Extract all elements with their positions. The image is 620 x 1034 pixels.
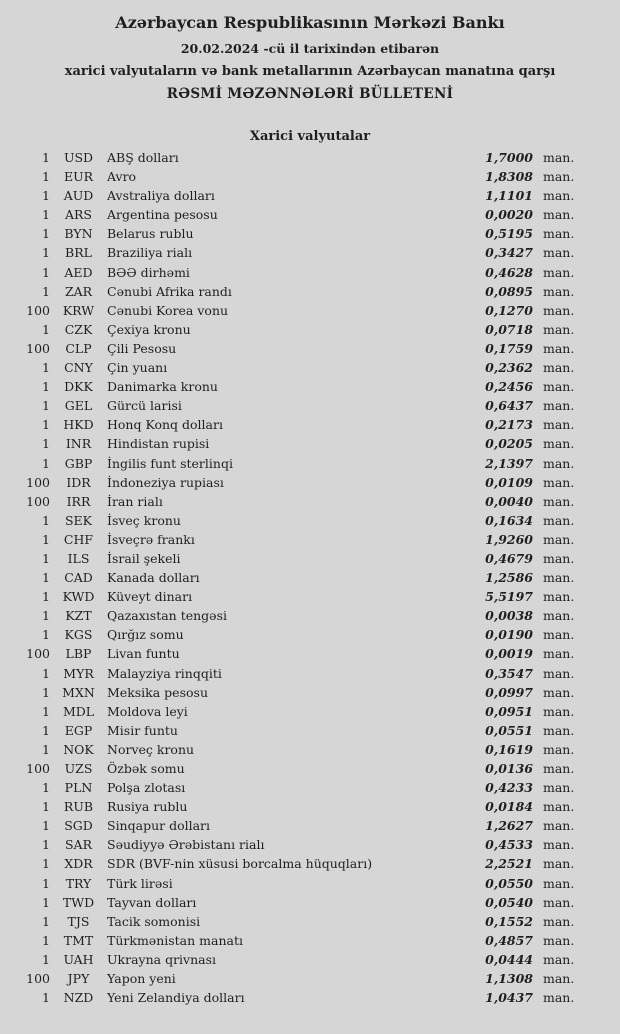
currency-unit-label: man. (543, 531, 575, 547)
currency-rate: 5,5197 (485, 589, 533, 605)
currency-quantity: 1 (42, 283, 50, 299)
currency-unit-label: man. (543, 951, 575, 967)
table-row (0, 816, 620, 835)
currency-rate: 0,0951 (485, 703, 533, 719)
currency-code: GBP (64, 455, 93, 471)
currency-rate: 2,2521 (485, 856, 533, 872)
table-row (0, 224, 620, 243)
table-row (0, 664, 620, 683)
currency-code: MXN (62, 684, 95, 700)
currency-code: NOK (63, 741, 94, 757)
currency-unit-label: man. (543, 360, 575, 376)
currency-name: Gürcü larisi (107, 398, 182, 414)
currency-name: Malayziya rinqqiti (107, 665, 222, 681)
currency-rate: 0,1634 (485, 512, 533, 528)
table-row (0, 454, 620, 473)
currency-quantity: 1 (42, 550, 50, 566)
table-row (0, 854, 620, 873)
currency-rate: 0,0020 (485, 207, 533, 223)
currency-quantity: 1 (42, 741, 50, 757)
currency-code: NZD (63, 990, 94, 1006)
bulletin-subtitle: xarici valyutaların və bank metallarının Azərbaycan manatına qarşı (64, 64, 556, 79)
table-row (0, 644, 620, 663)
currency-rate: 0,2173 (485, 417, 533, 433)
currency-quantity: 1 (42, 570, 50, 586)
currency-rate: 0,1270 (485, 302, 533, 318)
currency-quantity: 100 (26, 340, 50, 356)
table-row (0, 320, 620, 339)
currency-name: İngilis funt sterlinqi (107, 455, 233, 471)
table-row (0, 415, 620, 434)
currency-quantity: 1 (42, 455, 50, 471)
currency-quantity: 100 (26, 493, 50, 509)
currency-rate: 0,0205 (485, 436, 533, 452)
currency-quantity: 1 (42, 722, 50, 738)
table-row (0, 721, 620, 740)
currency-code: CNY (64, 360, 93, 376)
currency-name: Cənubi Afrika randı (107, 283, 232, 299)
currency-unit-label: man. (543, 417, 575, 433)
bank-name-title: Azərbaycan Respublikasının Mərkəzi Bankı (115, 13, 505, 32)
currency-name: Türkmənistan manatı (107, 932, 243, 948)
currency-name: İndoneziya rupiası (107, 474, 224, 490)
currency-quantity: 1 (42, 207, 50, 223)
currency-name: ABŞ dolları (107, 150, 179, 165)
currency-rate: 0,0184 (485, 799, 533, 815)
currency-quantity: 1 (42, 436, 50, 452)
currency-unit-label: man. (543, 150, 575, 165)
currency-name: İsrail şekeli (107, 550, 181, 566)
currency-quantity: 1 (42, 245, 50, 261)
currency-code: AED (64, 264, 93, 280)
currency-rate: 0,0019 (485, 646, 533, 662)
currency-code: EUR (63, 169, 94, 185)
currency-name: Livan funtu (107, 646, 180, 662)
table-row (0, 511, 620, 530)
currency-unit-label: man. (543, 455, 575, 471)
currency-code: IDR (66, 474, 91, 490)
currency-unit-label: man. (543, 302, 575, 318)
currency-code: KWD (62, 589, 95, 605)
currency-code: USD (63, 150, 94, 165)
currency-quantity: 1 (42, 150, 50, 165)
currency-unit-label: man. (543, 379, 575, 395)
table-row (0, 988, 620, 1007)
table-row (0, 874, 620, 893)
currency-code: MYR (63, 665, 94, 681)
currency-unit-label: man. (543, 570, 575, 586)
currency-name: Qazaxıstan tengəsi (107, 608, 227, 624)
currency-unit-label: man. (543, 474, 575, 490)
table-row (0, 893, 620, 912)
table-row (0, 759, 620, 778)
currency-unit-label: man. (543, 340, 575, 356)
currency-rate: 0,4533 (485, 837, 533, 853)
currency-rate: 0,1759 (485, 340, 533, 356)
currency-code: ARS (64, 207, 92, 223)
currency-name: Kanada dolları (107, 570, 200, 586)
table-row (0, 606, 620, 625)
table-row (0, 434, 620, 453)
currency-rate: 0,1552 (485, 913, 533, 929)
currency-unit-label: man. (543, 741, 575, 757)
currency-unit-label: man. (543, 990, 575, 1006)
effective-date-line: 20.02.2024 -cü il tarixindən etibarən (180, 41, 440, 56)
currency-code: RUB (63, 799, 94, 815)
currency-name: Avro (107, 169, 137, 185)
currency-name: Küveyt dinarı (107, 589, 193, 605)
currency-quantity: 1 (42, 818, 50, 834)
currency-quantity: 1 (42, 417, 50, 433)
currency-rate: 0,1619 (485, 741, 533, 757)
currency-rate: 1,2627 (485, 818, 533, 834)
currency-quantity: 1 (42, 856, 50, 872)
currency-quantity: 1 (42, 169, 50, 185)
currency-code: CLP (65, 340, 92, 356)
table-row (0, 587, 620, 606)
currency-rate: 1,1308 (485, 971, 533, 987)
currency-code: SEK (64, 512, 93, 528)
currency-unit-label: man. (543, 264, 575, 280)
table-row (0, 969, 620, 988)
currency-unit-label: man. (543, 761, 575, 776)
currency-name: Yapon yeni (107, 971, 176, 987)
currency-name: Polşa zlotası (107, 780, 186, 796)
currency-quantity: 100 (26, 761, 50, 776)
currency-code: HKD (63, 417, 94, 433)
currency-unit-label: man. (543, 684, 575, 700)
currency-quantity: 1 (42, 627, 50, 643)
table-row (0, 473, 620, 492)
currency-code: TMT (63, 932, 94, 948)
currency-name: Honq Konq dolları (107, 417, 223, 433)
bulletin-title: RƏSMİ MƏZƏNNƏLƏRİ BÜLLETENİ (166, 86, 454, 102)
currency-quantity: 1 (42, 665, 50, 681)
currency-rate: 0,2362 (485, 360, 533, 376)
currency-name: SDR (BVF-nin xüsusi borcalma hüquqları) (107, 856, 373, 872)
currency-rate: 0,4857 (485, 932, 533, 948)
currency-rate: 0,5195 (485, 226, 533, 242)
currency-quantity: 1 (42, 608, 50, 624)
currency-quantity: 1 (42, 913, 50, 929)
currency-name: Yeni Zelandiya dolları (107, 990, 245, 1006)
currency-quantity: 1 (42, 321, 50, 337)
currency-quantity: 100 (26, 971, 50, 987)
table-row (0, 282, 620, 301)
currency-name: Argentina pesosu (107, 207, 218, 223)
currency-rate: 0,0444 (485, 951, 533, 967)
currency-rate: 0,0551 (485, 722, 533, 738)
currency-code: UZS (64, 761, 93, 776)
currency-name: Braziliya rialı (107, 245, 193, 261)
table-row (0, 568, 620, 587)
currency-quantity: 1 (42, 875, 50, 891)
currency-rate: 0,3427 (485, 245, 533, 261)
table-row (0, 492, 620, 511)
currency-name: Çin yuanı (107, 360, 168, 376)
currency-code: XDR (64, 856, 93, 872)
currency-quantity: 1 (42, 684, 50, 700)
currency-unit-label: man. (543, 780, 575, 796)
currency-rate: 0,2456 (485, 379, 533, 395)
currency-unit-label: man. (543, 799, 575, 815)
currency-name: İsveç kronu (107, 512, 181, 528)
currency-code: ILS (67, 550, 90, 566)
currency-rate: 0,0540 (485, 894, 533, 910)
currency-code: EGP (64, 722, 93, 738)
currency-name: Belarus rublu (107, 226, 194, 242)
currency-name: Sinqapur dolları (107, 818, 211, 834)
currency-rate: 0,0718 (485, 321, 533, 337)
currency-rate: 0,6437 (485, 398, 533, 414)
currency-code: INR (65, 436, 92, 452)
currency-quantity: 1 (42, 990, 50, 1006)
currency-unit-label: man. (543, 875, 575, 891)
currency-code: JPY (67, 971, 90, 987)
currency-rate: 0,3547 (485, 665, 533, 681)
table-row (0, 301, 620, 320)
currency-name: Norveç kronu (107, 741, 195, 757)
currency-rate: 0,0550 (485, 875, 533, 891)
currency-unit-label: man. (543, 512, 575, 528)
currency-unit-label: man. (543, 837, 575, 853)
currency-rate: 0,0038 (485, 608, 533, 624)
currency-unit-label: man. (543, 722, 575, 738)
table-row (0, 931, 620, 950)
currency-code: TJS (67, 913, 90, 929)
currency-name: Meksika pesosu (107, 684, 208, 700)
table-row (0, 625, 620, 644)
currency-rate: 0,0895 (485, 283, 533, 299)
currency-rate: 1,8308 (485, 169, 533, 185)
currency-quantity: 1 (42, 837, 50, 853)
currency-code: SGD (64, 818, 93, 834)
currency-unit-label: man. (543, 894, 575, 910)
currency-quantity: 1 (42, 951, 50, 967)
table-row (0, 377, 620, 396)
currency-quantity: 1 (42, 531, 50, 547)
currency-name: Qırğız somu (107, 627, 184, 643)
currency-name: Özbək somu (107, 761, 185, 776)
table-row (0, 148, 620, 167)
currency-code: TWD (62, 894, 95, 910)
currency-code: GEL (64, 398, 93, 414)
currency-quantity: 1 (42, 512, 50, 528)
currency-rate: 1,9260 (485, 531, 533, 547)
currency-code: LBP (65, 646, 92, 662)
currency-rate: 1,7000 (485, 150, 533, 165)
currency-name: Avstraliya dolları (107, 188, 215, 204)
currency-unit-label: man. (543, 207, 575, 223)
currency-unit-label: man. (543, 818, 575, 834)
currency-unit-label: man. (543, 646, 575, 662)
currency-rate: 0,4679 (485, 550, 533, 566)
currency-unit-label: man. (543, 436, 575, 452)
currency-name: Tacik somonisi (107, 913, 201, 929)
currency-code: BYN (64, 226, 93, 242)
currency-unit-label: man. (543, 550, 575, 566)
currency-quantity: 1 (42, 703, 50, 719)
currency-code: AUD (63, 188, 94, 204)
currency-code: CZK (64, 321, 93, 337)
currency-name: Misir funtu (107, 722, 178, 738)
currency-code: TRY (65, 875, 92, 891)
currency-name: Tayvan dolları (107, 894, 197, 910)
currency-unit-label: man. (543, 245, 575, 261)
currency-code: DKK (64, 379, 93, 395)
currency-unit-label: man. (543, 283, 575, 299)
currency-rate: 0,0136 (485, 761, 533, 776)
document-header (0, 0, 620, 103)
currency-name: Rusiya rublu (107, 799, 188, 815)
currency-name: İsveçrə frankı (107, 531, 195, 547)
currency-unit-label: man. (543, 608, 575, 624)
table-row (0, 243, 620, 262)
currency-code: IRR (66, 493, 91, 509)
currency-rate: 1,0437 (485, 990, 533, 1006)
table-row (0, 797, 620, 816)
currency-code: MDL (62, 703, 95, 719)
currency-quantity: 1 (42, 360, 50, 376)
table-row (0, 358, 620, 377)
table-row (0, 396, 620, 415)
currency-quantity: 1 (42, 780, 50, 796)
table-row (0, 530, 620, 549)
currency-name: Moldova leyi (107, 703, 188, 719)
table-row (0, 339, 620, 358)
currency-code: SAR (64, 837, 92, 853)
currency-quantity: 1 (42, 226, 50, 242)
currency-name: Türk lirəsi (107, 875, 173, 891)
currency-unit-label: man. (543, 627, 575, 643)
table-row (0, 912, 620, 931)
currency-quantity: 100 (26, 474, 50, 490)
currency-unit-label: man. (543, 665, 575, 681)
currency-unit-label: man. (543, 856, 575, 872)
currency-name: Səudiyyə Ərəbistanı rialı (107, 837, 265, 853)
currency-code: CAD (64, 570, 93, 586)
currency-quantity: 1 (42, 264, 50, 280)
currency-unit-label: man. (543, 971, 575, 987)
currency-code: KZT (65, 608, 92, 624)
currency-unit-label: man. (543, 321, 575, 337)
table-row (0, 778, 620, 797)
currency-code: ZAR (64, 283, 93, 299)
section-title-foreign-currencies: Xarici valyutalar (249, 129, 371, 144)
table-row (0, 950, 620, 969)
table-row (0, 702, 620, 721)
rates-table (0, 148, 620, 1007)
currency-rate: 0,4233 (485, 780, 533, 796)
currency-unit-label: man. (543, 493, 575, 509)
currency-unit-label: man. (543, 703, 575, 719)
table-row (0, 186, 620, 205)
currency-quantity: 1 (42, 589, 50, 605)
currency-unit-label: man. (543, 398, 575, 414)
table-row (0, 549, 620, 568)
currency-quantity: 1 (42, 799, 50, 815)
currency-name: Çili Pesosu (107, 340, 177, 356)
currency-unit-label: man. (543, 913, 575, 929)
currency-name: Ukrayna qrivnası (107, 951, 217, 967)
table-row (0, 740, 620, 759)
currency-unit-label: man. (543, 188, 575, 204)
currency-name: İran rialı (107, 493, 163, 509)
currency-quantity: 100 (26, 646, 50, 662)
currency-name: Çexiya kronu (107, 321, 191, 337)
currency-rate: 0,0109 (485, 474, 533, 490)
currency-name: Danimarka kronu (107, 379, 218, 395)
currency-code: KGS (64, 627, 93, 643)
currency-code: KRW (62, 302, 95, 318)
currency-name: Cənubi Korea vonu (107, 302, 229, 318)
currency-rate: 0,0040 (485, 493, 533, 509)
currency-code: PLN (64, 780, 93, 796)
currency-name: Hindistan rupisi (107, 436, 210, 452)
currency-unit-label: man. (543, 226, 575, 242)
currency-rate: 0,4628 (485, 264, 533, 280)
currency-quantity: 1 (42, 932, 50, 948)
currency-unit-label: man. (543, 169, 575, 185)
currency-quantity: 1 (42, 379, 50, 395)
currency-name: BƏƏ dirhəmi (107, 264, 190, 280)
currency-code: CHF (63, 531, 94, 547)
currency-rate: 0,0997 (485, 684, 533, 700)
currency-unit-label: man. (543, 932, 575, 948)
table-row (0, 263, 620, 282)
currency-rate: 1,2586 (485, 570, 533, 586)
table-row (0, 683, 620, 702)
table-row (0, 835, 620, 854)
currency-quantity: 1 (42, 894, 50, 910)
currency-quantity: 100 (26, 302, 50, 318)
table-row (0, 205, 620, 224)
currency-quantity: 1 (42, 398, 50, 414)
currency-rate: 2,1397 (485, 455, 533, 471)
currency-unit-label: man. (543, 589, 575, 605)
currency-code: BRL (65, 245, 92, 261)
table-row (0, 167, 620, 186)
currency-quantity: 1 (42, 188, 50, 204)
currency-rate: 0,0190 (485, 627, 533, 643)
currency-rate: 1,1101 (485, 188, 533, 204)
currency-code: UAH (63, 951, 94, 967)
